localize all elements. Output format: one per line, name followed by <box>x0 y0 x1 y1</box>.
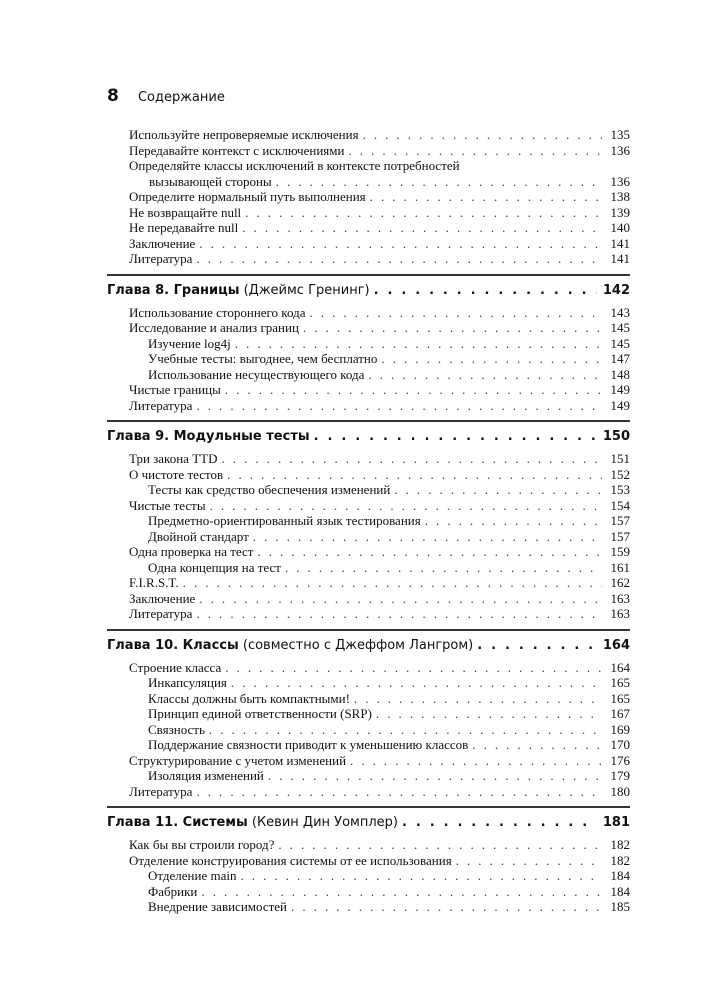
chapter-heading[interactable] <box>107 629 630 660</box>
toc-entry-page: 151 <box>610 451 630 466</box>
toc-entry[interactable] <box>107 498 630 514</box>
toc-entry-title: Литература <box>129 251 193 266</box>
dot-leader <box>196 784 602 800</box>
chapter-page: 142 <box>602 282 630 298</box>
dot-leader <box>278 837 602 853</box>
toc-entry[interactable] <box>107 784 630 800</box>
dot-leader <box>303 320 602 336</box>
toc-entry-title: Заключение <box>129 590 196 606</box>
dot-leader <box>227 467 602 483</box>
toc-entry-title: Не возвращайте null <box>129 204 242 220</box>
toc-entry-title: Инкапсуляция <box>148 675 227 690</box>
toc-entry[interactable] <box>107 351 630 367</box>
toc-entry-page: 176 <box>610 752 630 768</box>
toc-entry[interactable] <box>107 722 630 738</box>
dot-leader <box>199 591 602 607</box>
toc-entry[interactable] <box>107 837 630 853</box>
toc-entry[interactable] <box>107 158 630 174</box>
dot-leader <box>381 351 602 367</box>
dot-leader <box>425 513 602 529</box>
dot-leader <box>477 638 597 654</box>
dot-leader <box>309 305 602 321</box>
dot-leader <box>245 205 602 221</box>
toc-entry-page: 170 <box>610 737 630 752</box>
toc-entry-page: 153 <box>610 482 630 497</box>
toc-entry-page: 161 <box>610 559 630 575</box>
chapter-page: 164 <box>602 637 630 653</box>
dot-leader <box>314 429 597 445</box>
toc-entry[interactable] <box>107 398 630 414</box>
toc-entry-page: 141 <box>610 251 630 266</box>
toc-entry-title: Три закона TTD <box>129 451 218 466</box>
toc-entry-title: Внедрение зависимостей <box>148 899 288 914</box>
toc-entry[interactable] <box>107 706 630 722</box>
toc-entry[interactable] <box>107 560 630 576</box>
toc-entry[interactable] <box>107 899 630 915</box>
chapter-label: Глава 11. Системы <box>107 815 248 830</box>
dot-leader <box>209 722 602 738</box>
chapter-author: (совместно с Джеффом Лангром) <box>238 637 474 653</box>
toc-entry-title: Двойной стандарт <box>148 528 249 544</box>
chapter-heading[interactable] <box>107 420 630 451</box>
toc-entry-page: 157 <box>610 528 630 544</box>
dot-leader <box>456 853 602 869</box>
toc-entry-title: Принцип единой ответственности (SRP) <box>148 706 372 721</box>
toc-entry-page: 138 <box>610 189 630 204</box>
dot-leader <box>374 283 597 299</box>
dot-leader <box>231 675 602 691</box>
toc-entry[interactable] <box>107 467 630 483</box>
toc-entry[interactable] <box>107 660 630 676</box>
toc-entry-title: Одна проверка на тест <box>129 544 254 559</box>
toc-entry-title: F.I.R.S.T. <box>129 575 179 590</box>
toc-entry-title: Используйте непроверяемые исключения <box>129 127 359 142</box>
toc-entry-title: Учебные тесты: выгоднее, чем бесплатно <box>148 351 378 366</box>
toc-entry-page: 152 <box>610 466 630 482</box>
dot-leader <box>394 482 602 498</box>
toc-entry-page: 179 <box>610 768 630 783</box>
toc-entry-title: Поддержание связности приводит к уменьшению классов <box>148 737 469 752</box>
toc-entry-page: 145 <box>610 320 630 335</box>
chapter-heading[interactable] <box>107 274 630 305</box>
dot-leader <box>276 174 602 190</box>
toc-entry-page: 162 <box>610 575 630 590</box>
dot-leader <box>268 768 602 784</box>
toc-entry-title: Фабрики <box>148 883 198 899</box>
toc-entry-page: 154 <box>610 497 630 513</box>
toc-entry[interactable] <box>107 382 630 398</box>
dot-leader <box>348 143 602 159</box>
toc-entry[interactable] <box>107 884 630 900</box>
chapter-heading[interactable] <box>107 806 630 837</box>
chapter-label: Глава 10. Классы <box>107 637 239 653</box>
toc-entry-title: Передавайте контекст с исключениями <box>129 142 345 158</box>
toc-entry[interactable] <box>107 768 630 784</box>
toc-entry-page: 184 <box>610 883 630 899</box>
toc-entry-page: 165 <box>610 675 630 690</box>
dot-leader <box>210 498 602 514</box>
dot-leader <box>242 220 602 236</box>
toc-entry-title: Чистые границы <box>129 382 221 397</box>
toc-entry-page: 143 <box>610 304 630 320</box>
toc-entry-page: 167 <box>610 706 630 721</box>
toc-entry-title: Литература <box>129 606 193 621</box>
dot-leader <box>363 127 602 143</box>
dot-leader <box>285 560 602 576</box>
toc-entry[interactable] <box>107 544 630 560</box>
toc-entry-title: Использование несуществующего кода <box>148 366 365 382</box>
toc-entry[interactable] <box>107 575 630 591</box>
toc-entry[interactable] <box>107 174 630 190</box>
toc-entry-title: Литература <box>129 397 193 413</box>
toc-entry-title: Тесты как средство обеспечения изменений <box>148 482 391 497</box>
toc-entry[interactable] <box>107 529 630 545</box>
toc-entry[interactable] <box>107 189 630 205</box>
dot-leader <box>291 899 602 915</box>
toc-entry-title: Использование стороннего кода <box>129 304 306 320</box>
toc-entry[interactable] <box>107 675 630 691</box>
toc-entry[interactable] <box>107 691 630 707</box>
toc-entry-page: 135 <box>610 127 630 142</box>
dot-leader <box>472 737 602 753</box>
toc-entry-page: 185 <box>610 899 630 914</box>
toc-entry[interactable] <box>107 513 630 529</box>
dot-leader <box>196 398 602 414</box>
toc-entry[interactable] <box>107 367 630 383</box>
dot-leader <box>376 706 602 722</box>
toc-entry[interactable] <box>107 853 630 869</box>
toc-entry-title: Строение класса <box>129 659 222 675</box>
chapter-title <box>107 815 402 831</box>
toc-entry-title: Заключение <box>129 235 196 251</box>
toc-entry-title: Отделение main <box>148 868 237 883</box>
toc-entry-title: Одна концепция на тест <box>148 559 281 575</box>
dot-leader <box>350 753 602 769</box>
chapter-label: Глава 9. Модульные тесты <box>107 429 310 444</box>
toc-entry[interactable] <box>107 591 630 607</box>
toc-entry-title: Чистые тесты <box>129 497 206 513</box>
dot-leader <box>370 189 602 205</box>
toc-entry-title: вызывающей стороны <box>149 173 272 189</box>
toc-entry[interactable] <box>107 451 630 467</box>
toc-entry-page: 136 <box>610 142 630 158</box>
dot-leader <box>183 575 602 591</box>
toc-entry-title: Классы должны быть компактными! <box>148 690 350 706</box>
toc-entry-page: 159 <box>610 544 630 559</box>
toc-entry[interactable] <box>107 143 630 159</box>
toc-entry-page: 157 <box>610 513 630 528</box>
chapter-page: 181 <box>602 815 630 830</box>
toc-entry-title: Структурирование с учетом изменений <box>129 752 347 768</box>
toc-entry-page: 184 <box>610 868 630 883</box>
dot-leader <box>368 367 602 383</box>
toc-entry-page: 149 <box>610 382 630 397</box>
toc-entry-title: Связность <box>148 721 205 737</box>
toc-entry-page: 182 <box>610 852 630 868</box>
dot-leader <box>402 815 597 831</box>
dot-leader <box>257 544 602 560</box>
toc-entry-title: Как бы вы строили город? <box>129 837 275 852</box>
toc-entry-page: 147 <box>610 351 630 366</box>
chapter-page: 150 <box>602 429 630 444</box>
toc-entry[interactable] <box>107 336 630 352</box>
toc-entry[interactable] <box>107 868 630 884</box>
toc-entry-title: Изоляция изменений <box>148 768 264 783</box>
dot-leader <box>225 660 602 676</box>
toc-entry-page: 164 <box>610 659 630 675</box>
toc-entry-page: 165 <box>610 690 630 706</box>
dot-leader <box>253 529 602 545</box>
toc-entry[interactable] <box>107 320 630 336</box>
chapter-author: (Джеймс Гренинг) <box>239 282 370 298</box>
toc-entry[interactable] <box>107 251 630 267</box>
toc-entry-page: 148 <box>610 366 630 382</box>
dot-leader <box>240 868 602 884</box>
toc-entry-title: Исследование и анализ границ <box>129 320 299 335</box>
dot-leader <box>196 606 602 622</box>
dot-leader <box>354 691 602 707</box>
toc-entry-title: Не передавайте null <box>129 220 239 235</box>
toc-entry-title: Литература <box>129 783 193 799</box>
toc-entry-title: Предметно-ориентированный язык тестирования <box>148 513 421 528</box>
toc-entry-page: 182 <box>610 837 630 852</box>
dot-leader <box>196 251 602 267</box>
toc-entry-page: 163 <box>610 606 630 621</box>
toc-entry[interactable] <box>107 127 630 143</box>
toc-entry-page: 145 <box>610 335 630 351</box>
toc-entry-page: 163 <box>610 590 630 606</box>
page-header <box>107 86 225 106</box>
toc-entry[interactable] <box>107 205 630 221</box>
chapter-title <box>107 429 314 445</box>
toc-entry-page: 169 <box>610 721 630 737</box>
toc-entry-title: Определяйте классы исключений в контексте потребностей <box>129 158 460 173</box>
dot-leader <box>199 236 602 252</box>
chapter-author: (Кевин Дин Уомплер) <box>247 815 398 830</box>
toc-entry-title: О чистоте тестов <box>129 466 224 482</box>
toc-entry[interactable] <box>107 606 630 622</box>
toc-entry[interactable] <box>107 305 630 321</box>
toc-entry-page: 140 <box>610 220 630 235</box>
running-title: Содержание <box>137 90 225 105</box>
dot-leader <box>225 382 602 398</box>
dot-leader <box>201 884 602 900</box>
toc-entry-page: 141 <box>610 235 630 251</box>
toc-entry-page: 139 <box>610 204 630 220</box>
chapter-title <box>107 283 374 299</box>
toc-entry[interactable] <box>107 753 630 769</box>
page-number: 8 <box>107 86 119 106</box>
toc-entry-page: 136 <box>610 173 630 189</box>
toc-entry-page: 149 <box>610 397 630 413</box>
toc-entry[interactable] <box>107 737 630 753</box>
toc-entry-title: Определите нормальный путь выполнения <box>129 189 366 204</box>
toc-entry-title: Изучение log4j <box>148 335 231 351</box>
chapter-label: Глава 8. Границы <box>107 282 240 298</box>
table-of-contents <box>107 127 630 915</box>
toc-entry-page: 180 <box>610 783 630 799</box>
dot-leader <box>235 336 602 352</box>
toc-entry[interactable] <box>107 482 630 498</box>
dot-leader <box>221 451 602 467</box>
chapter-title <box>107 638 477 654</box>
toc-entry[interactable] <box>107 220 630 236</box>
toc-entry-title: Отделение конструирования системы от ее использования <box>129 852 452 868</box>
toc-entry[interactable] <box>107 236 630 252</box>
